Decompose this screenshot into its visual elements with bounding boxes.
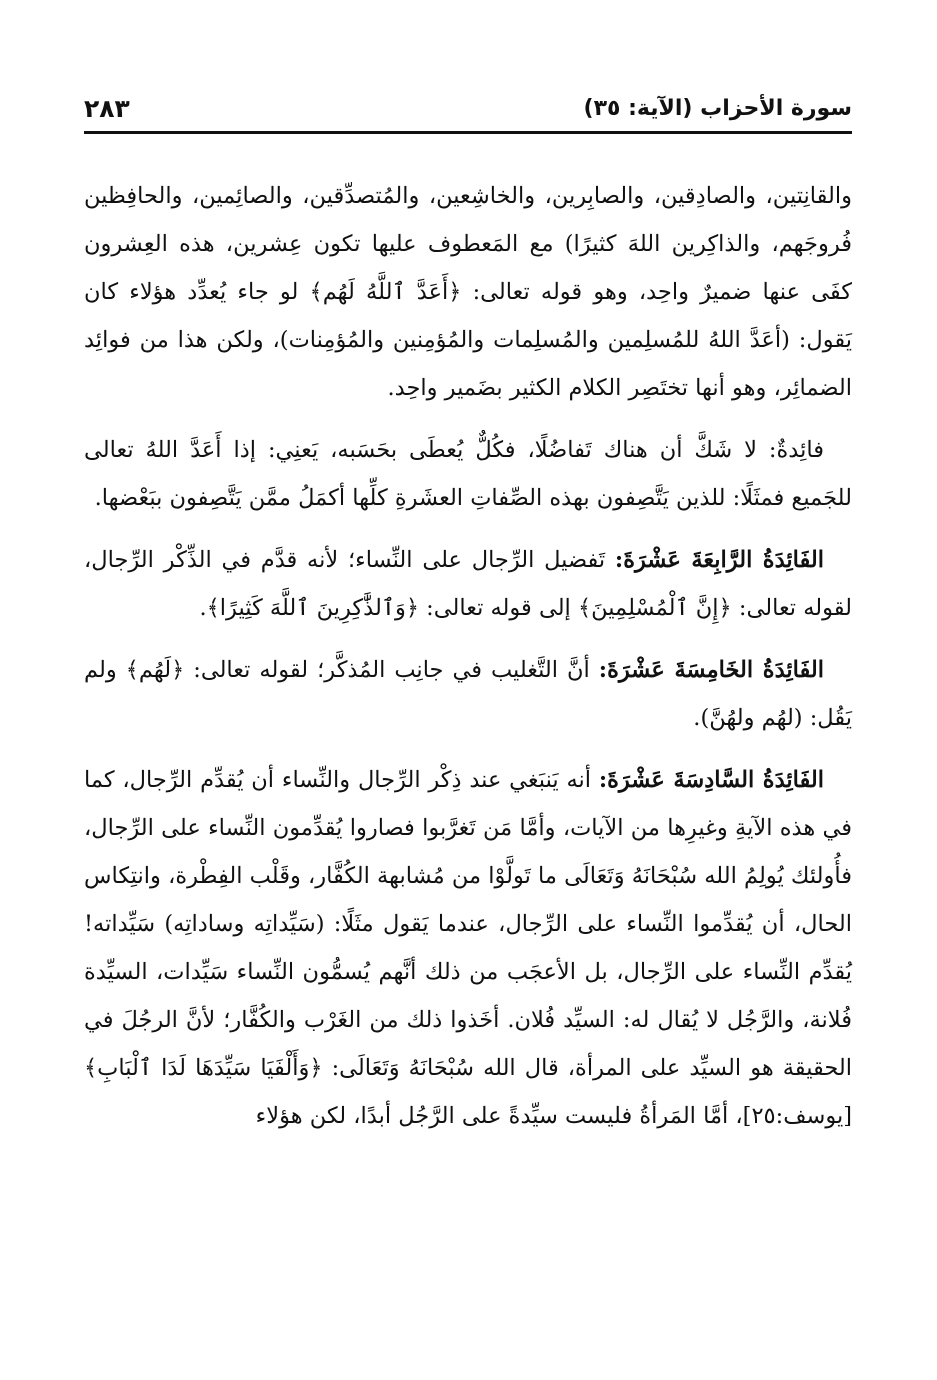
header-divider [84, 131, 852, 134]
paragraph-2 [84, 426, 852, 522]
page-header [84, 88, 852, 134]
surah-title: سورة الأحزاب (الآية: ٣٥) [583, 96, 852, 121]
benefit-heading: الفَائِدَةُ الخَامِسَةَ عَشْرَةَ: [598, 657, 824, 683]
paragraph-1 [84, 172, 852, 412]
page-number: ٢٨٣ [84, 94, 130, 123]
paragraph-text: فائِدةٌ: لا شَكَّ أن هناك تَفاضُلًا، فكُلٌّ يُعطَى بحَسَبه، يَعنِي: إذا أَعَدَّ اللهُ تعالى للجَميع فمثَلًا: للذين يَتَّصِفون بهذه الصِّفاتِ العشَرةِ كلِّها أكمَلُ ممَّن يَتَّصِفون ببَعْضها. [84, 437, 852, 511]
paragraph-text: والقانِتين، والصادِقين، والصابِرين، والخاشِعين، والمُتصدِّقين، والصائِمين، والحافِظين فُروجَهم، والذاكِرين اللهَ كثيرًا) مع المَعطوف عليها تكون عِشرين، هذه العِشرون كفَى عنها ضميرٌ واحِد، وهو قوله تعالى: ﴿أَعَدَّ ٱللَّهُ لَهُم﴾ لو جاء يُعدِّد هؤلاء كان يَقول: (أعَدَّ اللهُ للمُسلِمين والمُسلِمات والمُؤمِنين والمُؤمِنات)، ولكن هذا من فوائِد الضمائِر، وهو أنها تختَصِر الكلام الكثير بضَمير واحِد. [84, 183, 852, 401]
page-body [84, 172, 852, 1154]
paragraph-text: تَفضيل الرِّجال على النِّساء؛ لأنه قدَّم في الذِّكْر الرِّجال، لقوله تعالى: ﴿إِنَّ ٱلْمُسْلِمِينَ﴾ إلى قوله تعالى: ﴿وَٱلذَّٰكِرِينَ ٱللَّهَ كَثِيرًا﴾. [84, 547, 852, 621]
benefit-heading: الفَائِدَةُ الرَّابِعَةَ عَشْرَةَ: [614, 547, 824, 573]
paragraph-5 [84, 756, 852, 1140]
paragraph-4 [84, 646, 852, 742]
paragraph-text: أنه يَنبَغي عند ذِكْر الرِّجال والنِّساء أن يُقدِّم الرِّجال، كما في هذه الآيةِ وغيرِها من الآيات، وأمَّا مَن تَغرَّبوا فصاروا يُقدِّمون النِّساء على الرِّجال، فأُولئك يُولِمُ الله سُبْحَانَهُ وَتَعَالَى ما تَولَّوْا من مُشابهة الكُفَّار، وقَلْب الفِطْرة، وانتِكاس الحال، أن يُقدِّموا النِّساء على الرِّجال، عندما يَقول مثَلًا: (سَيِّداتِه وساداتِه) سَيِّداته! يُقدِّم النِّساء على الرِّجال، بل الأعجَب من ذلك أنَّهم يُسمُّون النِّساء سَيِّدات، السيِّدة فُلانة، والرَّجُل لا يُقال له: السيِّد فُلان. أخَذوا ذلك من الغَرْب والكُفَّار؛ لأنَّ الرجُلَ في الحقيقة هو السيِّد على المرأة، قال الله سُبْحَانَهُ وَتَعَالَى: ﴿وَأَلْفَيَا سَيِّدَهَا لَدَا ٱلْبَابِ﴾ [يوسف:٢٥]، أمَّا المَرأةُ فليست سيِّدةً على الرَّجُل أبدًا، لكن هؤلاء [84, 767, 852, 1129]
paragraph-text: أنَّ التَّغليب في جانِب المُذكَّر؛ لقوله تعالى: ﴿لَهُم﴾ ولم يَقُل: (لهُم ولهُنَّ). [84, 657, 852, 731]
paragraph-3 [84, 536, 852, 632]
benefit-heading: الفَائِدَةُ السَّادِسَةَ عَشْرَةَ: [598, 767, 824, 793]
